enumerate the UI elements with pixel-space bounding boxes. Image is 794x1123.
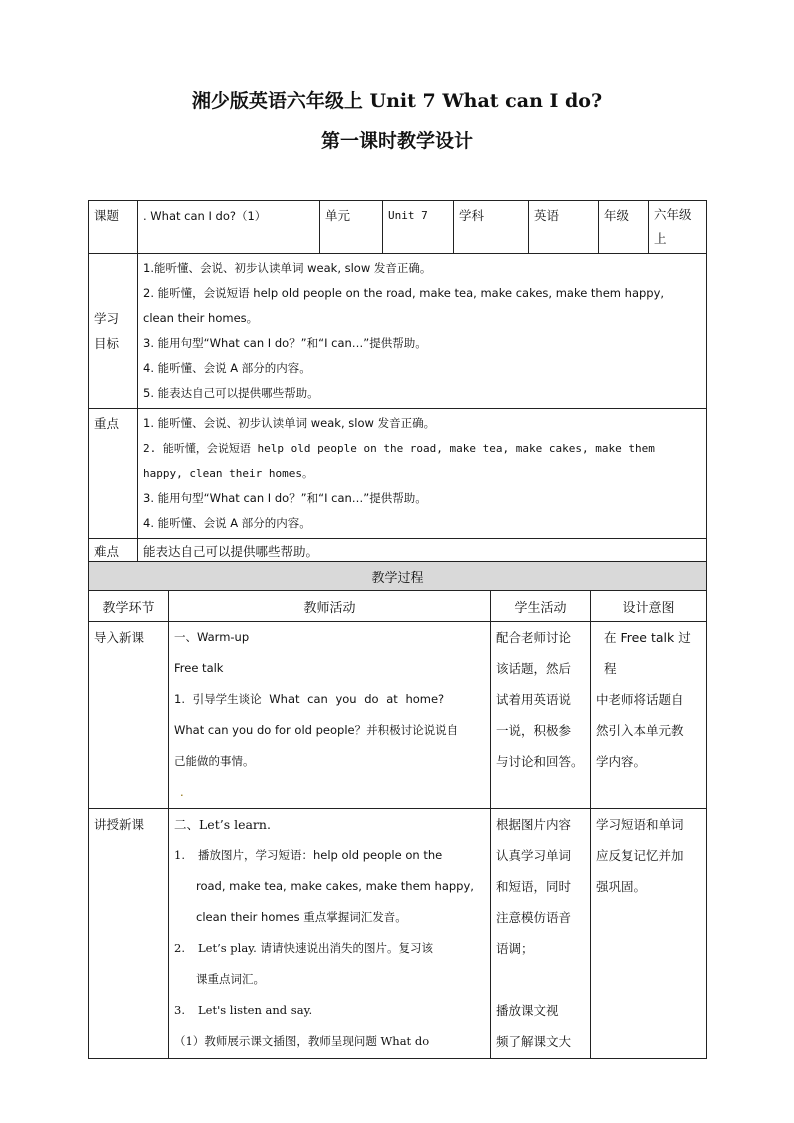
label-topic: 课题 [89,201,138,254]
goal-item: 2. 能听懂，会说短语 help old people on the road, make tea, make cakes, make them happy, [143,286,665,300]
header-student-activity: 学生活动 [491,591,591,622]
student-activity-cell: 配合老师讨论 该话题，然后 试着用英语说 一说，积极参 与讨论和回答。 [491,622,591,809]
label-subject: 学科 [454,201,529,254]
goal-item: 1.能听懂、会说、初步认读单词 weak, slow 发音正确。 [143,261,432,275]
subject-value: 英语 [529,201,599,254]
document-title: 湘少版英语六年级上 Unit 7 What can I do? [191,90,603,112]
design-intent-cell: 学习短语和单词 应反复记忆并加 强巩固。 [591,809,707,1059]
key-points-label: 重点 [89,409,138,539]
unit-value: Unit 7 [383,201,454,254]
goals-label: 学习 目标 [89,254,138,409]
header-stage: 教学环节 [89,591,169,622]
key-item: 3. 能用句型“What can I do？”和“I can…”提供帮助。 [143,491,427,505]
process-row-warmup [89,622,707,809]
topic-value: . What can I do?（1） [138,201,320,254]
goal-item: 5. 能表达自己可以提供哪些帮助。 [143,386,319,400]
process-row-new-lesson [89,809,707,1059]
key-item: 4. 能听懂、会说 A 部分的内容。 [143,516,311,530]
teaching-process-table [88,561,707,1059]
difficult-points-label: 难点 [89,539,138,565]
process-section-header [89,562,707,591]
key-item: 2. 能听懂，会说短语 help old people on the road, make tea, make cakes, make them [143,442,655,455]
key-item: 1. 能听懂、会说、初步认读单词 weak, slow 发音正确。 [143,416,436,430]
process-section-title: 教学过程 [89,562,707,591]
header-teacher-activity: 教师活动 [169,591,491,622]
teacher-activity-cell: 一、Warm-up Free talk 1. 引导学生谈论 What can you do at home? What can you do for old people？并积极讨论说说自 己能做的事情。 . [169,622,491,809]
stage-cell: 导入新课 [89,622,169,809]
goal-item: 4. 能听懂、会说 A 部分的内容。 [143,361,311,375]
stage-cell: 讲授新课 [89,809,169,1059]
goal-item: 3. 能用句型“What can I do？”和“I can…”提供帮助。 [143,336,427,350]
info-row [89,201,707,254]
design-intent-cell: 在 Free talk 过程 中老师将话题自 然引入本单元教 学内容。 [591,622,707,809]
grade-value: 六年级 上 [649,201,707,254]
lesson-info-table [88,200,707,565]
process-column-headers [89,591,707,622]
teacher-activity-cell: 二、Let’s learn. 1. 播放图片，学习短语：help old people on the road, make tea, make cakes, make them happy, clean their homes 重点掌握词汇发音。 2. Let’s play. 请请快速说出消失的图片。复习该 课重点词汇。 3. Let's listen and say. （1）教师展示课文插图，教师呈现问题 What do [169,809,491,1059]
header-design-intent: 设计意图 [591,591,707,622]
label-unit: 单元 [320,201,383,254]
goals-row [89,254,707,409]
key-item: happy, clean their homes。 [143,467,313,480]
goal-item: clean their homes。 [143,311,259,325]
key-points-content [138,409,707,539]
difficult-points-content: 能表达自己可以提供哪些帮助。 [138,539,707,565]
student-activity-cell: 根据图片内容 认真学习单词 和短语，同时 注意模仿语音 语调； 播放课文视 频了解课文大 [491,809,591,1059]
key-points-row [89,409,707,539]
document-subtitle: 第一课时教学设计 [320,130,473,152]
label-grade: 年级 [599,201,649,254]
goals-content [138,254,707,409]
